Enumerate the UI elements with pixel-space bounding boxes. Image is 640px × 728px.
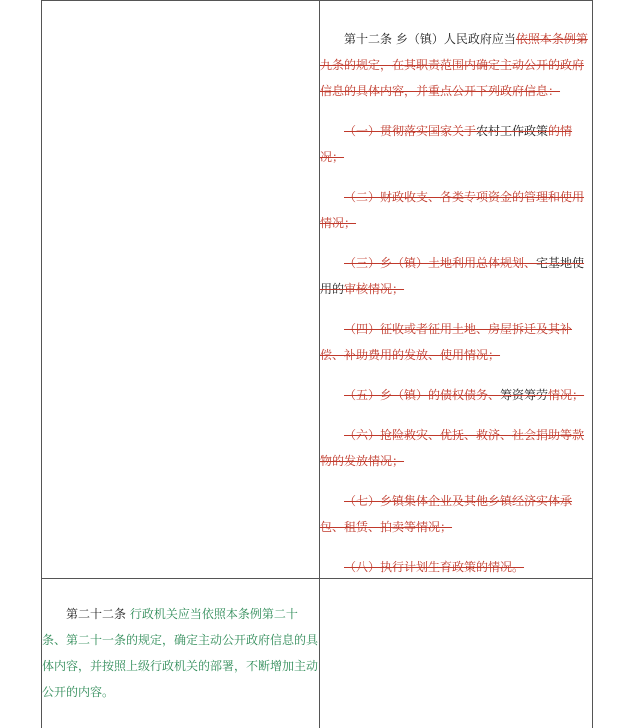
article-12-intro: 第十二条 乡（镇）人民政府应当依照本条例第九条的规定，在其职责范围内确定主动公开的政府信息的具体内容，并重点公开下列政府信息： [320, 32, 588, 98]
article-12-item-8: （八）执行计划生育政策的情况。 [344, 560, 525, 574]
article-12-item-1: （一）贯彻落实国家关于农村工作政策的情况； [320, 124, 573, 164]
article-22-text [42, 601, 319, 705]
comparison-table [41, 0, 593, 728]
new-article-22-cell [42, 579, 319, 728]
article-12-item-5: （五）乡（镇）的债权债务、筹资筹劳情况； [344, 388, 585, 402]
article-12-item-6: （六）抢险救灾、优抚、救济、社会捐助等款物的发放情况； [320, 428, 585, 468]
article-12-item-4: （四）征收或者征用土地、房屋拆迁及其补偿、补助费用的发放、使用情况； [320, 322, 573, 362]
article-22-body: 行政机关应当依照本条例第二十条、第二十一条的规定，确定主动公开政府信息的具体内容，并按照上级行政机关的部署，不断增加主动公开的内容。 [42, 607, 319, 699]
article-22-label: 第二十二条 [66, 607, 127, 621]
table-right-border [592, 0, 593, 728]
article-12-item-7: （七）乡镇集体企业及其他乡镇经济实体承包、租赁、拍卖等情况； [320, 494, 573, 534]
old-article-12-cell [320, 0, 592, 578]
article-12-item-2: （二）财政收支、各类专项资金的管理和使用情况； [320, 190, 585, 230]
article-12-item-3: （三）乡（镇）土地利用总体规划、宅基地使用的审核情况； [320, 256, 585, 296]
